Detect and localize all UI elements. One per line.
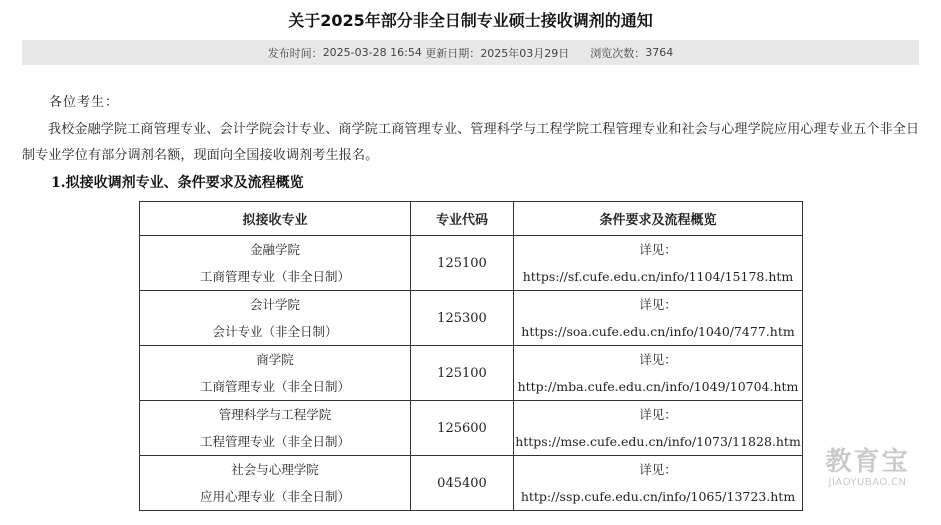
major-code: 125300 xyxy=(411,291,514,346)
header-code: 专业代码 xyxy=(411,202,514,236)
major-name: 工商管理专业（非全日制） xyxy=(199,379,350,394)
watermark-domain: JIAOYUBAO.CN xyxy=(828,477,907,488)
greeting: 各位考生： xyxy=(49,95,120,110)
details-link[interactable]: https://sf.cufe.edu.cn/info/1104/15178.htm xyxy=(522,269,794,284)
views-count: 3764 xyxy=(645,46,674,59)
major-code: 125600 xyxy=(411,401,514,456)
section-heading: 1.拟接收调剂专业、条件要求及流程概览 xyxy=(51,175,304,191)
school-name: 会计学院 xyxy=(249,297,300,312)
table-row xyxy=(140,346,803,401)
table-header-row xyxy=(140,202,803,236)
details-label: 详见： xyxy=(639,407,677,422)
details-link[interactable]: https://mse.cufe.edu.cn/info/1073/11828.htm xyxy=(515,434,801,449)
major-name: 工商管理专业（非全日制） xyxy=(199,269,350,284)
publish-time-label: 发布时间： xyxy=(267,46,323,60)
article-meta-bar xyxy=(22,40,919,65)
school-name: 社会与心理学院 xyxy=(231,462,319,477)
details-label: 详见： xyxy=(639,297,677,312)
details-label: 详见： xyxy=(639,352,677,367)
major-code: 045400 xyxy=(411,456,514,511)
table-row xyxy=(140,456,803,511)
update-date-label: 更新日期： xyxy=(425,46,481,60)
major-code: 125100 xyxy=(411,346,514,401)
school-name: 商学院 xyxy=(256,352,294,367)
major-name: 会计专业（非全日制） xyxy=(212,324,338,339)
watermark-logo xyxy=(810,447,925,488)
watermark-text: 教育宝 xyxy=(825,447,910,477)
details-label: 详见： xyxy=(639,462,677,477)
header-major: 拟接收专业 xyxy=(140,202,411,236)
school-name: 管理科学与工程学院 xyxy=(218,407,332,422)
update-date: 2025年03月29日 xyxy=(480,46,570,60)
majors-table xyxy=(139,201,803,511)
table-row xyxy=(140,291,803,346)
details-link[interactable]: http://ssp.cufe.edu.cn/info/1065/13723.htm xyxy=(520,489,796,504)
details-link[interactable]: http://mba.cufe.edu.cn/info/1049/10704.htm xyxy=(517,379,799,394)
major-name: 工程管理专业（非全日制） xyxy=(199,434,350,449)
views-label: 浏览次数： xyxy=(590,46,646,60)
major-code: 125100 xyxy=(411,236,514,291)
table-row xyxy=(140,236,803,291)
details-label: 详见： xyxy=(639,242,677,257)
table-row xyxy=(140,401,803,456)
intro-paragraph: 我校金融学院工商管理专业、会计学院会计专业、商学院工商管理专业、管理科学与工程学院工程管理专业和社会与心理学院应用心理专业五个非全日制专业学位有部分调剂名额，现面向全国接收调剂考生报名。 xyxy=(22,122,920,163)
header-requirements: 条件要求及流程概览 xyxy=(514,202,803,236)
details-link[interactable]: https://soa.cufe.edu.cn/info/1040/7477.htm xyxy=(521,324,795,339)
major-name: 应用心理专业（非全日制） xyxy=(199,489,350,504)
page-title: 关于2025年部分非全日制专业硕士接收调剂的通知 xyxy=(288,11,653,30)
school-name: 金融学院 xyxy=(249,242,300,257)
publish-time: 2025-03-28 16:54 xyxy=(322,46,422,59)
